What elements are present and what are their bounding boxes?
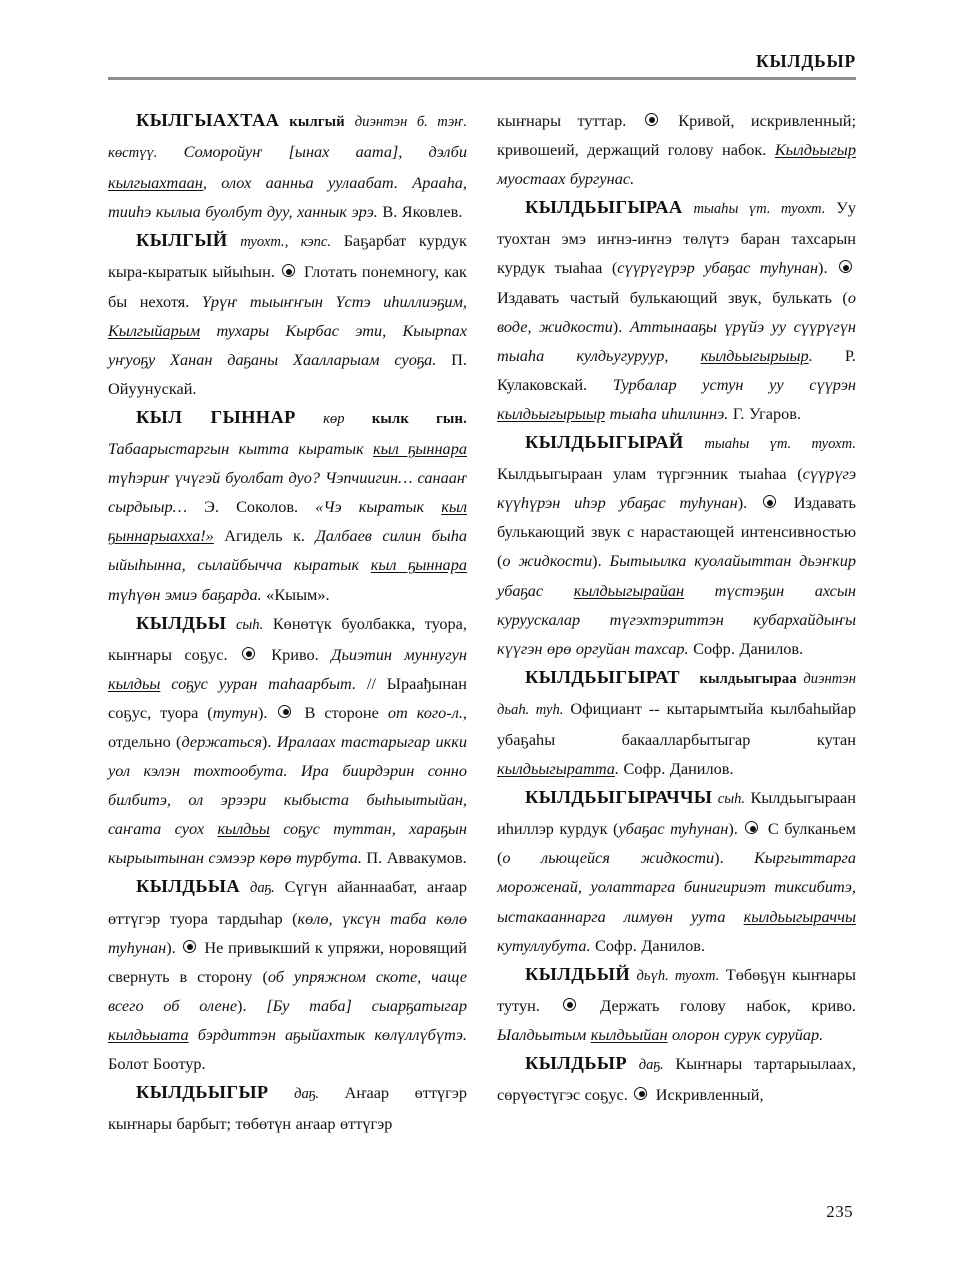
headword: КЫЛДЬЫГЫРАЧЧЫ (525, 787, 713, 808)
citation-text: «Чэ кыратык (315, 497, 425, 517)
citation-text: соҕус ууран таһаарбыт. (171, 673, 357, 693)
citation-keyword: Кылгыйарым (108, 320, 201, 340)
source-attribution: Софр. Данилов. (595, 935, 706, 955)
dictionary-entry (497, 783, 856, 960)
dictionary-entry (108, 609, 467, 873)
dictionary-entry (497, 193, 856, 428)
citation-text: бэрдиттэн аҕыйахтык кɵлүллүбүтэ. (197, 1024, 467, 1044)
sense-marker-icon (763, 495, 778, 510)
citation-text: Турбалар устун уу сүүрэн (612, 374, 856, 394)
dictionary-entry (108, 226, 467, 403)
citation-keyword: кылдьы (108, 673, 161, 693)
citation-keyword: кыл ҕыннарыахха!» (108, 497, 467, 546)
sense-marker-icon (242, 647, 257, 662)
citation-text: соҕус туттан, хараҕын кырыытынан сэмээр кɵрɵ турбута. (108, 819, 467, 868)
source-attribution: Софр. Данилов. (693, 638, 804, 658)
russian-definition: ). (612, 316, 623, 336)
source-attribution: П. Ойуунускай. (108, 349, 467, 398)
citation-text: Соморойуҥ [ынах аата], дэлби (183, 142, 467, 162)
yakut-definition-italic: сүүрүгэ күүһүрэн иһэр убаҕас туһунан (497, 464, 856, 513)
source-attribution: П. Аввакумов. (366, 848, 467, 868)
citation-text: тухары Кырбас эти, Кыырпах уҥуоҕу Ханан даҕаны Хаалларыам суоҕа. (108, 320, 467, 369)
yakut-definition: Официант -- кытарымтыйа кылбаһыйар убаҕаһы бакаалларбытыгар кутан (497, 698, 856, 749)
russian-definition: Кривой, искривленный; кривошеий, держащий голову набок. (497, 111, 857, 160)
grammar-label: тыаһы үт. туохт. (704, 436, 856, 453)
yakut-definition: ). (257, 702, 268, 722)
citation-text: кутуллубута. (497, 935, 591, 955)
citation-keyword: кылдьыгыратта (497, 759, 615, 779)
citation-text: Бытыылка куолайыттан дьэҥкир убаҕас (497, 551, 856, 600)
russian-definition: , отдельно ( (108, 702, 467, 751)
yakut-definition: ). (166, 937, 176, 957)
yakut-definition: Ыраађынан соҕус, туора ( (108, 673, 467, 722)
yakut-definition: Сүгүн айаннаабат, аҥаар ɵттүгэр туора тардыһар ( (108, 877, 467, 928)
citation-keyword: кылдьыгырайан (573, 580, 685, 600)
yakut-definition: Уу туохтан эмэ иҥнэ-иҥнэ тɵлүтэ баран тахсарын курдук тыаһаа ( (497, 198, 856, 278)
citation-text: муостаах бургунас. (497, 169, 635, 189)
citation-keyword: кыл ҕыннара (373, 439, 467, 459)
citation-text: түстэҕин ахсын куруускалар түгэхтэриттэн кубархайдыҥы күүгэн ɵрɵ оргуйан тахсар. (497, 580, 856, 658)
headword: КЫЛДЬЫГЫРАА (525, 197, 683, 218)
citation-keyword: кыл ҕыннара (370, 555, 467, 575)
yakut-definition-italic: сүүрүгүрэр убаҕас туһунан (617, 258, 819, 278)
citation-text: Кыргыттарга мороженай, уолаттарга бинигириэт тиксибитэ, ыстакааннарга лимуɵн уута (497, 848, 856, 926)
right-column (497, 106, 856, 1171)
citation-keyword: кылдьыата (108, 1024, 189, 1044)
yakut-definition: ). (818, 258, 828, 278)
page-number: 235 (826, 1202, 853, 1221)
citation-text: [Бу таба] сыарҕатыгар (266, 995, 467, 1015)
headword: КЫЛДЬЫГЫРАТ (525, 666, 680, 687)
russian-definition-italic: о льющейся жидкости (502, 848, 715, 868)
dictionary-entry (108, 1078, 467, 1138)
dictionary-entry (497, 663, 856, 783)
yakut-definition: Тɵбɵҕүн кыҥнары тутун. (497, 964, 856, 1015)
source-attribution: В. Яковлев. (382, 202, 463, 222)
russian-definition: Издавать частый булькающий звук, булькать ( (497, 287, 848, 307)
grammar-label: даҕ. (638, 1057, 664, 1073)
headword: КЫЛГЫЙ (136, 230, 228, 251)
cross-reference-label: кɵр (323, 410, 345, 427)
header-rule (108, 77, 856, 80)
grammar-label: диэнтэн б. тэҥ. кɵстүү. (108, 114, 467, 162)
russian-definition: ). (261, 731, 272, 751)
yakut-definition: кыҥнары туттар. (497, 111, 627, 130)
grammar-label: туохт., кэпс. (240, 234, 332, 251)
grammar-label: дьүһ. туохт. (636, 967, 720, 984)
grammar-label: сыһ. (717, 791, 746, 808)
citation-text: Иралаах тастарыгар икки уол кэлэн тохтообута. Ира биирдэрин сонно билбитэ, ол эрээри кыбыста быһыытыйан, саҥата суох (108, 731, 467, 839)
russian-definition: ). (237, 995, 247, 1015)
source-attribution: Болот Боотур. (108, 1054, 206, 1073)
russian-definition: Держать голову набок, криво. (600, 995, 856, 1015)
yakut-definition-italic: убаҕас туһунан (618, 819, 729, 839)
yakut-definition-italic: кɵлɵ, үксүн таба кɵлɵ туһунан (108, 908, 467, 957)
dictionary-entry (108, 403, 467, 609)
citation-text: тыаһа иһилиннэ. (609, 403, 729, 423)
russian-definition: ). (592, 551, 602, 571)
citation-text: , олох аанньа уулаабат. Арааһа, тииһэ кылыа буолбут дуу, ханнык эрэ. (108, 173, 467, 222)
source-attribution: Софр. Данилов. (623, 759, 734, 779)
source-attribution: Э. Соколов. (204, 497, 299, 517)
left-column (108, 106, 467, 1171)
russian-definition: С булканьем ( (497, 819, 856, 868)
grammar-label: даҕ. (249, 880, 275, 897)
russian-definition: Криво. (271, 644, 319, 664)
headword: КЫЛ ГЫННАР (136, 406, 296, 427)
citation-text: түһэриҥ үчүгэй буолбат дуо? Чэпчиигин… санааҥ сырдыыр… (108, 468, 467, 517)
derived-from-word: кылгый (289, 114, 345, 130)
citation-text: . (614, 759, 620, 779)
dictionary-entry (108, 872, 467, 1078)
sense-divider: // (366, 673, 376, 693)
citation-keyword: кылдьыгырыыр (497, 403, 606, 423)
sense-marker-icon (278, 705, 293, 720)
yakut-definition: ). (728, 819, 738, 839)
source-attribution: Г. Угаров. (732, 403, 802, 423)
sense-marker-icon (645, 113, 660, 128)
citation-text: Аттынааҕы үрүйэ уу сүүрүгүн тыаһа кулдьугуруур, (497, 316, 856, 365)
citation-keyword: кылдьыгыраччы (743, 906, 856, 926)
sense-marker-icon (563, 998, 578, 1013)
headword: КЫЛГЫАХТАА (136, 110, 280, 130)
russian-definition-italic: о воде, жидкости (497, 287, 856, 336)
russian-definition: В стороне (304, 702, 379, 722)
headword: КЫЛДЬЫА (136, 876, 241, 897)
source-attribution: «Кыым». (266, 584, 330, 604)
russian-definition-italic: от кого-л. (387, 702, 463, 722)
column-container (108, 106, 856, 1171)
yakut-definition: Кылдьыгыраан улам түргэнник тыаһаа ( (497, 464, 803, 484)
dictionary-entry-continuation (497, 106, 856, 193)
grammar-label: даҕ. (294, 1086, 319, 1103)
source-attribution: Р. Кулаковскай. (497, 345, 856, 394)
russian-definition: ). (714, 848, 724, 868)
sense-marker-icon (839, 260, 854, 275)
grammar-label: тыаһы үт. туохт. (693, 201, 826, 218)
sense-marker-icon (183, 940, 198, 955)
citation-keyword: кылдьы (217, 819, 270, 839)
yakut-definition-italic: тутун (212, 702, 258, 722)
russian-definition-italic: о жидкости (502, 551, 593, 571)
yakut-definition: Аҥаар ɵттүгэр кыҥнары барбыт; тɵбɵтүн аҥаар ɵттүгэр (108, 1083, 467, 1134)
yakut-definition: ). (737, 493, 748, 513)
citation-keyword: Кылдьыгыр (774, 140, 856, 160)
citation-keyword: кылдьыгырыыр (700, 345, 809, 365)
grammar-label: сыһ. (235, 616, 264, 633)
yakut-definition: Кыҥнары тартарыылаах, сɵрүɵстүгэс соҕус. (497, 1054, 856, 1105)
citation-text: Ыалдьытым (497, 1024, 587, 1044)
russian-definition-italic: держаться (181, 731, 262, 751)
headword: КЫЛДЬЫГЫР (136, 1082, 269, 1103)
yakut-definition: Кылдьыгыраан иһиллэр курдук ( (497, 788, 856, 839)
citation-keyword: кылгыахтаан (108, 173, 203, 193)
running-head (108, 50, 856, 84)
headword: КЫЛДЬЫ (136, 612, 227, 633)
sense-marker-icon (282, 264, 297, 279)
citation-text: Табаарыстаргын кытта кыратык (108, 439, 364, 459)
citation-text: олорон сурук суруйар. (672, 1024, 824, 1044)
citation-keyword: кылдьыйан (590, 1024, 668, 1044)
grammar-label: диэнтэн дьаһ. туһ. (497, 670, 856, 718)
dictionary-entry (108, 106, 467, 226)
russian-definition: Искривленный, (655, 1085, 764, 1105)
citation-text: Далбаев силин быһа ыйыһынна, сылайбычча кыратык (108, 526, 467, 575)
source-attribution: Агидель к. (224, 526, 305, 546)
yakut-definition: Баҕарбат курдук кыра-кыратык ыйыһын. (108, 231, 467, 282)
russian-definition-italic: об упряжном скоте, чаще всего об олене (108, 966, 467, 1015)
citation-text: түһүɵн эмиэ баҕарда. (108, 584, 262, 604)
headword: КЫЛДЬЫР (525, 1053, 627, 1073)
sense-marker-icon (634, 1087, 649, 1102)
citation-text: Дьиэтин муннугун (331, 644, 467, 664)
russian-definition: Глотать понемногу, как бы нехотя. (108, 262, 467, 311)
sense-marker-icon (745, 821, 760, 836)
citation-text: . (808, 345, 813, 365)
cross-reference-target[interactable]: кылк гын. (371, 410, 467, 427)
citation-text: Үрүҥ тыыҥҥын Үстэ иһиллиэҕим, (201, 291, 467, 311)
dictionary-entry (497, 960, 856, 1049)
dictionary-entry (497, 428, 856, 663)
yakut-definition: Кɵнɵтүк буолбакка, туора, кыҥнары соҕус. (108, 613, 467, 664)
derived-from-word: кылдьыгыраа (699, 670, 797, 687)
headword: КЫЛДЬЫЙ (525, 963, 631, 984)
russian-definition: Не привыкший к упряжи, норовящий свернуть в сторону ( (108, 937, 467, 986)
dictionary-entry (497, 1049, 856, 1109)
headword: КЫЛДЬЫГЫРАЙ (525, 432, 684, 453)
running-head-text: КЫЛДЬЫР (756, 51, 856, 71)
russian-definition: Издавать булькающий звук с нарастающей интенсивностью ( (497, 493, 856, 571)
